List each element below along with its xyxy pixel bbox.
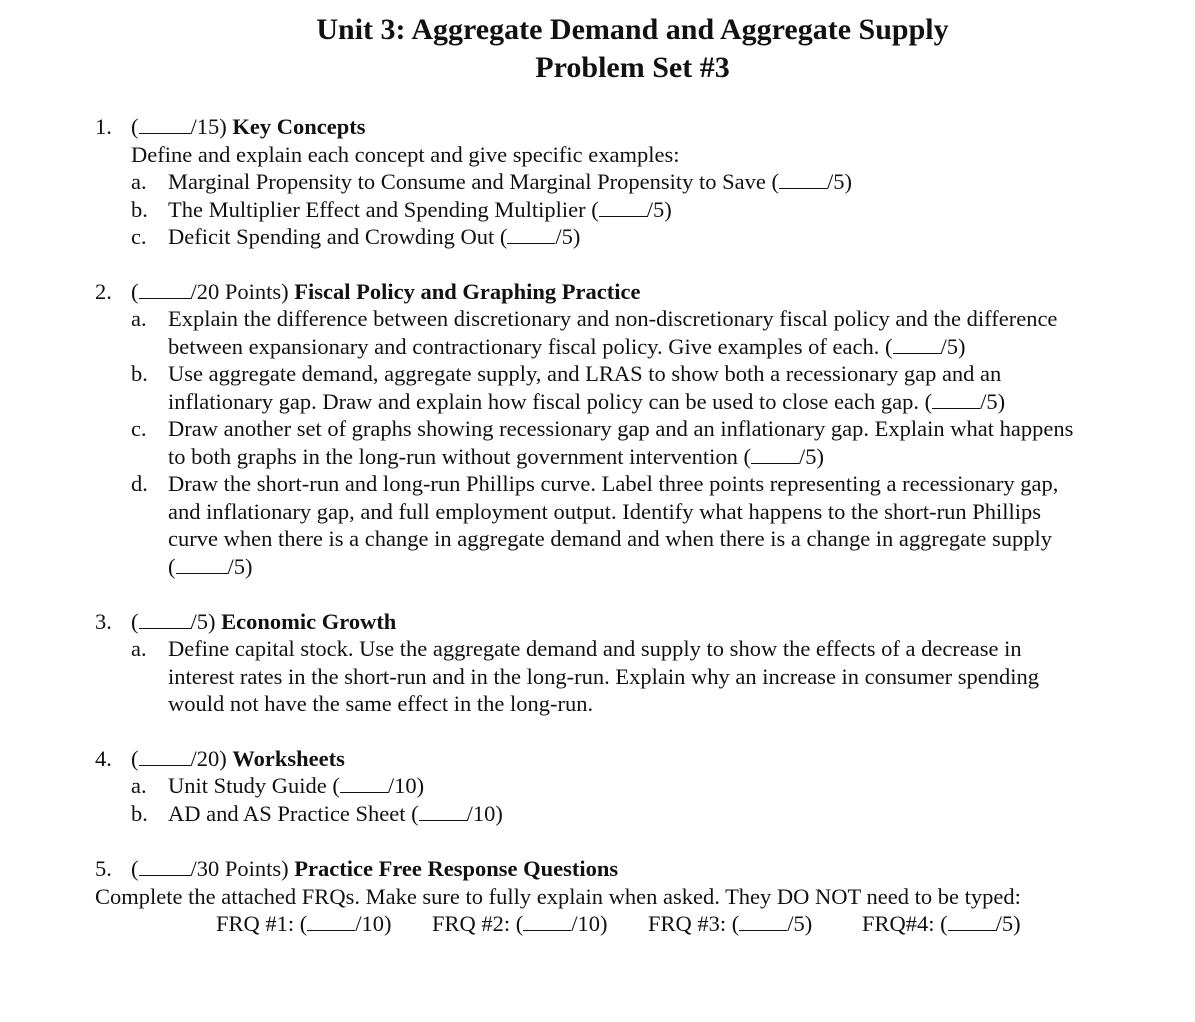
item-label: a. (131, 773, 147, 798)
q2-item-c-cont: to both graphs in the long-run without government intervention ( /5) (168, 444, 825, 469)
q5-number: 5. (95, 856, 112, 881)
q2-item-d-cont2: curve when there is a change in aggregate demand and when there is a change in aggregate supply (168, 526, 1053, 551)
score-blank[interactable] (419, 803, 467, 821)
item-label: b. (131, 197, 148, 222)
score-blank[interactable] (751, 446, 799, 464)
score-blank[interactable] (139, 116, 191, 134)
q1-title: Key Concepts (232, 114, 366, 139)
item-label: c. (131, 224, 147, 249)
score-blank[interactable] (932, 391, 980, 409)
q2-item-a-cont: between expansionary and contractionary fiscal policy. Give examples of each. ( /5) (168, 334, 966, 359)
q2-title: Fiscal Policy and Graphing Practice (294, 279, 641, 304)
score-blank[interactable] (139, 748, 191, 766)
q3-title: Economic Growth (221, 609, 397, 634)
score-blank[interactable] (739, 913, 787, 931)
score-blank[interactable] (307, 913, 355, 931)
q3-score: ( /5) Economic Growth (131, 609, 397, 634)
document-subtitle: Problem Set #3 (535, 51, 730, 84)
q3-item-a-cont1: interest rates in the short-run and in the long-run. Explain why an increase in consumer spending (168, 664, 1040, 689)
q5-score: ( /30 Points) Practice Free Response Questions (131, 856, 619, 881)
score-blank[interactable] (948, 913, 996, 931)
q3-number: 3. (95, 609, 112, 634)
q2-item-d-score: ( /5) (168, 554, 253, 579)
score-blank[interactable] (340, 775, 388, 793)
frq4-score: FRQ#4: ( /5) (862, 911, 1021, 936)
q3-item-a-cont2: would not have the same effect in the long-run. (168, 691, 594, 716)
score-blank[interactable] (139, 281, 191, 299)
score-blank[interactable] (893, 336, 941, 354)
q4-title: Worksheets (232, 746, 345, 771)
score-blank[interactable] (176, 556, 228, 574)
item-label: a. (131, 306, 147, 331)
q5-intro: Complete the attached FRQs. Make sure to fully explain when asked. They DO NOT need to be typed: (95, 884, 1021, 909)
document-title: Unit 3: Aggregate Demand and Aggregate Supply (316, 13, 949, 46)
item-label: a. (131, 636, 147, 661)
q2-number: 2. (95, 279, 112, 304)
frq2-score: FRQ #2: ( /10) (432, 911, 608, 936)
q4-number: 4. (95, 746, 112, 771)
score-blank[interactable] (779, 171, 827, 189)
frq1-score: FRQ #1: ( /10) (216, 911, 392, 936)
item-label: c. (131, 416, 147, 441)
score-blank[interactable] (139, 611, 191, 629)
q2-score: ( /20 Points) Fiscal Policy and Graphing Practice (131, 279, 641, 304)
q1-number: 1. (95, 114, 112, 139)
frq3-score: FRQ #3: ( /5) (648, 911, 813, 936)
score-blank[interactable] (599, 199, 647, 217)
q2-item-d-cont1: and inflationary gap, and full employment output. Identify what happens to the short-run Phillips (168, 499, 1041, 524)
score-blank[interactable] (139, 858, 191, 876)
q1-score: ( /15) Key Concepts (131, 114, 366, 139)
q1-intro: Define and explain each concept and give specific examples: (131, 142, 680, 167)
item-label: b. (131, 361, 148, 386)
score-blank[interactable] (507, 226, 555, 244)
q5-title: Practice Free Response Questions (294, 856, 619, 881)
item-label: a. (131, 169, 147, 194)
q2-item-b-cont: inflationary gap. Draw and explain how fiscal policy can be used to close each gap. ( /5) (168, 389, 1006, 414)
item-label: b. (131, 801, 148, 826)
score-blank[interactable] (523, 913, 571, 931)
q4-score: ( /20) Worksheets (131, 746, 345, 771)
item-label: d. (131, 471, 148, 496)
